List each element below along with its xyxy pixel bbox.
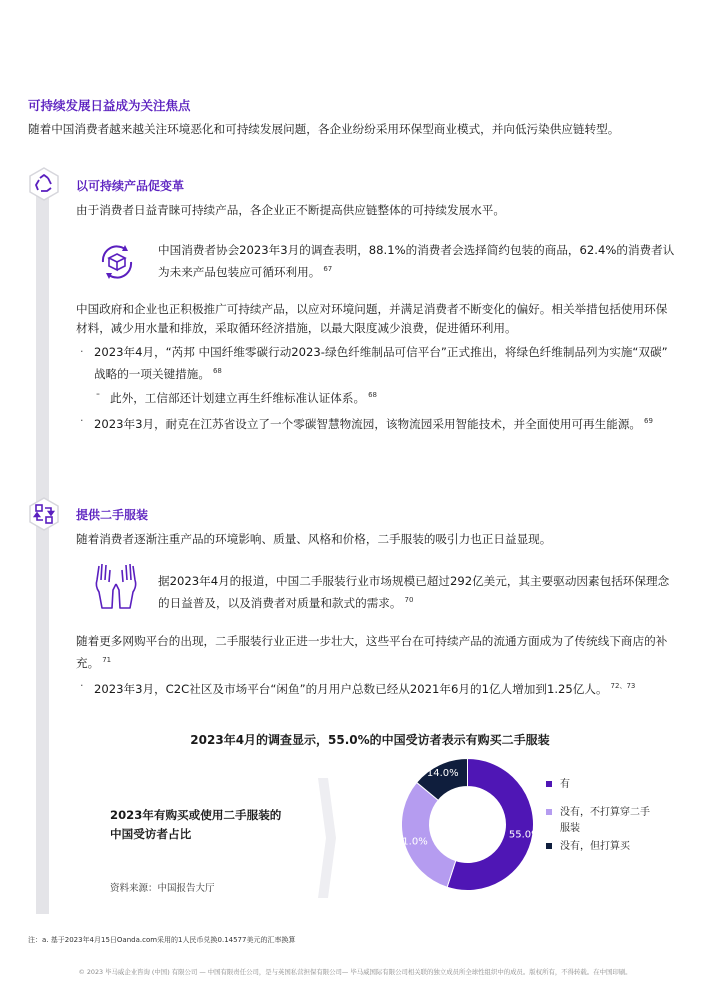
chart-left-title — [110, 806, 281, 844]
recycle-icon — [26, 166, 62, 202]
footnote-ref: 72、73 — [610, 682, 636, 690]
footnote-ref: 70 — [404, 596, 414, 604]
panel-divider-arrow — [318, 778, 336, 898]
section1-paragraph — [76, 300, 701, 338]
main-heading: 可持续发展日益成为关注焦点 — [28, 98, 191, 113]
slice-value-label: 31.0% — [395, 836, 428, 848]
legend-swatch — [546, 809, 552, 815]
footnote-ref: 68 — [368, 391, 377, 399]
legend-item-no-but-plan — [546, 839, 666, 855]
section1-para-line2: 材料，减少用水量和排放，采取循环经济措施，以最大限度减少浪费，促进循环利用。 — [76, 321, 517, 335]
section2-callout-line1: 据2023年4月的报道，中国二手服装行业市场规模已超过292亿美元，其主要驱动因素包括环保理念 — [158, 574, 670, 588]
donut-slice — [402, 782, 456, 887]
legend-label: 服装 — [560, 823, 580, 834]
chart-left-title-line1: 2023年有购买或使用二手服装的 — [110, 808, 282, 822]
footnote: 注：a. 基于2023年4月15日Oanda.com采用的1人民币兑换0.14577美元的汇率换算 — [28, 936, 296, 944]
section1-bullet1-line1: 2023年4月，“芮邦 中国纤维零碳行动2023-绿色纤维制品可信平台”正式推出，将绿色纤维制品列为实施“双碳” — [94, 345, 668, 359]
gloves-icon — [93, 560, 139, 612]
legend-item-yes — [546, 777, 666, 793]
timeline-bar — [36, 176, 49, 914]
section1-callout-line2: 为未来产品包装应可循环利用。 — [158, 264, 321, 279]
section1-lead: 由于消费者日益青睐可持续产品，各企业正不断提高供应链整体的可持续发展水平。 — [76, 203, 505, 217]
section1-sub-bullet-text: 此外，工信部还计划建立再生纤维标准认证体系。 — [110, 390, 366, 405]
section2-bullet1 — [94, 677, 635, 699]
chart-left-title-line2: 中国受访者占比 — [110, 827, 192, 841]
section1-bullet2 — [94, 412, 653, 434]
legend-label: 没有，不打算穿二手 — [560, 807, 650, 818]
recycle-box-icon — [95, 240, 139, 284]
section1-callout-line1: 中国消费者协会2023年3月的调查表明，88.1%的消费者会选择简约包装的商品，62.4%的消费者认 — [158, 243, 675, 257]
section1-bullet1-line2: 战略的一项关键措施。 — [94, 366, 210, 381]
section2-bullet1-text: 2023年3月，C2C社区及市场平台“闲鱼”的月用户总数已经从2021年6月的1亿人增加到1.25亿人。 — [94, 681, 608, 696]
footnote-ref: 69 — [644, 417, 653, 425]
section1-callout — [158, 241, 698, 282]
slice-value-label: 14.0% — [426, 768, 459, 780]
section2-icon-badge — [26, 496, 62, 532]
section2-callout — [158, 572, 698, 613]
footnote-ref: 67 — [323, 265, 333, 273]
bullet-marker: · — [80, 414, 84, 427]
bullet-marker: · — [80, 679, 84, 692]
sub-bullet-marker: - — [96, 387, 100, 400]
legend-item-no-not-plan-cont — [546, 821, 666, 837]
legend-swatch — [546, 843, 552, 849]
legend-item-no-not-plan — [546, 805, 666, 821]
section1-para-line1: 中国政府和企业也正积极推广可持续产品，以应对环境问题，并满足消费者不断变化的偏好。相关举措包括使用环保 — [76, 302, 668, 316]
footnote-ref: 68 — [212, 367, 222, 375]
section1-bullet1 — [94, 343, 704, 384]
section1-icon-badge — [26, 166, 62, 202]
section2-para-line1: 随着更多网购平台的出现，二手服装行业正进一步壮大，这些平台在可持续产品的流通方面成为了传统线下商店的补 — [76, 634, 668, 648]
legend-label: 没有，但打算买 — [560, 841, 630, 852]
intro-paragraph: 随着中国消费者越来越关注环境恶化和可持续发展问题，各企业纷纷采用环保型商业模式，并向低污染供应链转型。 — [28, 122, 620, 136]
section2-callout-line2: 的日益普及，以及消费者对质量和款式的需求。 — [158, 595, 402, 610]
section1-title: 以可持续产品促变革 — [76, 179, 185, 193]
section2-lead: 随着消费者逐渐注重产品的环境影响、质量、风格和价格，二手服装的吸引力也正日益显现。 — [76, 532, 552, 546]
section1-sub-bullet — [110, 386, 377, 408]
section2-paragraph — [76, 632, 701, 673]
copyright: © 2023 毕马威企业咨询 (中国) 有限公司 — 中国有限责任公司，是与英国私营担保有限公司— 毕马威国际有限公司相关联的独立成员所全球性组织中的成员。版权所有，不得转载。在中国印刷。 — [78, 968, 632, 976]
chart-title: 2023年4月的调查显示，55.0%的中国受访者表示有购买二手服装 — [190, 733, 550, 747]
slice-value-label: 55.0% — [508, 829, 541, 841]
exchange-icon — [26, 496, 62, 532]
section1-bullet2-text: 2023年3月，耐克在江苏省设立了一个零碳智慧物流园，该物流园采用智能技术，并全面使用可再生能源。 — [94, 416, 642, 431]
section2-title: 提供二手服装 — [76, 508, 149, 522]
chart-source: 资料来源：中国报告大厅 — [110, 883, 215, 894]
legend-swatch — [546, 781, 552, 787]
footnote-ref: 71 — [102, 656, 112, 664]
section2-para-line2: 充。 — [76, 655, 100, 670]
bullet-marker: · — [80, 345, 84, 358]
legend-label: 有 — [560, 779, 570, 790]
chart-legend — [546, 777, 666, 855]
donut-chart — [395, 757, 541, 892]
